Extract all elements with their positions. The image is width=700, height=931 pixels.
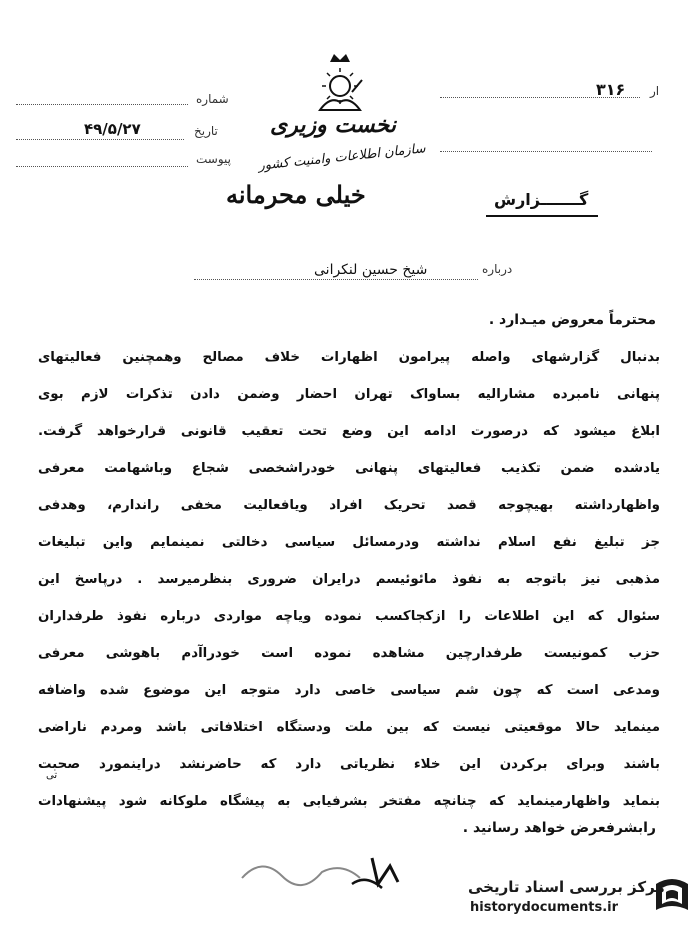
greeting: محترماً معروض میـدارد . [488, 312, 656, 328]
subject-label: درباره [482, 262, 513, 276]
body-line: باشند وبرای برکردن این خلاء نظریاتی دارد که حاضرنشد دراینمورد صحبت [38, 757, 660, 772]
org-subtitle: سازمان اطلاعات وامنیت کشور [257, 141, 427, 174]
body-line: بدنبال گزارشهای واصله پیرامون اظهارات خلاف مصالح وهمچنین فعالیتهای [38, 350, 660, 365]
serial-value: ۳۱۶ [596, 80, 626, 99]
serial-label: ار [650, 84, 660, 98]
lion-and-sun-emblem-icon [312, 52, 368, 116]
body-line: بنماید واظهارمینماید که چنانچه مفتخر بشرفیابی به پیشگاه ملوکانه شود پیشنهادات [38, 794, 660, 809]
watermark-text: مرکز بررسی اسناد تاریخی [468, 878, 665, 896]
date-value: ۴۹/۵/۲۷ [84, 120, 141, 138]
attachment-line [16, 165, 188, 167]
classification-stamp: خیلی محرمانه [226, 180, 366, 209]
body-line: سئوال که این اطلاعات را ازکجاکسب نموده ویاچه مواردی درباره نفوذ طرفداران [38, 609, 660, 624]
attachment-label: پیوست [196, 152, 231, 166]
report-heading: گـــــــزارش [494, 190, 589, 209]
body-line: واظهارداشته بهیچوجه قصد تحریک افراد ویافعالیت مخفی راندارم، وهدفی [38, 498, 660, 513]
date-label: تاریخ [194, 124, 218, 138]
subject-value: شیخ حسین لنکرانی [314, 262, 428, 278]
org-title: نخست وزیری [270, 112, 396, 138]
body-line: جز تبلیغ نفع اسلام نداشته ودرمسائل سیاسی دخالتی نمینمایم واین تبلیغات [38, 535, 660, 550]
body-line: حزب کمونیست طرفدارچین مشاهده نموده است خودراآدم باهوشی معرفی [38, 646, 660, 661]
watermark-url: historydocuments.ir [470, 900, 619, 915]
body-line: پنهانی نامبرده مشارالیه بساواک تهران احضار وضمن دادن تذکرات لازم بوی [38, 387, 660, 402]
signature-mark-icon [232, 848, 412, 894]
body-line: مذهبی نیز باتوجه به نفوذ مائوئیسم درایران ضروری بنظرمیرسد . درپاسخ این [38, 572, 660, 587]
body-line: ومدعی است که چون شم سیاسی خاصی دارد متوجه این موضوع شده واضافه [38, 683, 660, 698]
secondary-line [440, 150, 652, 152]
body-line: ابلاغ میشود که درصورت ادامه این وضع تحت تعقیب قانونی قرارخواهد گرفت. [38, 424, 660, 439]
body-line: یادشده ضمن تکذیب فعالیتهای پنهانی خودراشخصی شجاع وباشهامت معرفی [38, 461, 660, 476]
number-label: شماره [196, 92, 229, 106]
body-line: مینماید حالا موقعیتی نیست که بین ملت ودستگاه اختلافاتی باشد ومردم ناراضی [38, 720, 660, 735]
number-line [16, 103, 188, 105]
report-heading-underline [486, 215, 598, 217]
subject-line [194, 278, 478, 280]
date-line [16, 138, 184, 140]
closing-line: رابشرفعرض خواهد رسانید . [462, 820, 656, 836]
margin-note: تی [46, 770, 58, 781]
